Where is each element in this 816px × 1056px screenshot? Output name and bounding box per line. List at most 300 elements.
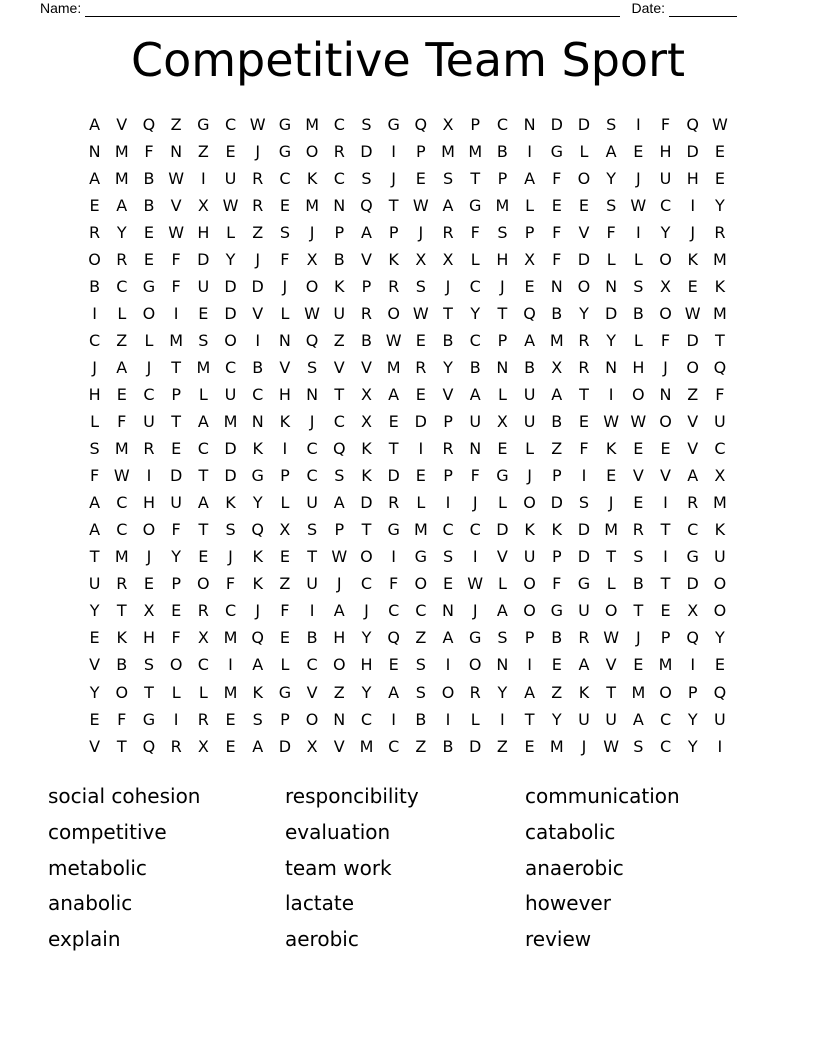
grid-letter: M <box>169 330 184 350</box>
grid-letter: N <box>496 655 509 675</box>
grid-letter: M <box>713 493 727 513</box>
grid-letter: G <box>469 195 482 215</box>
grid-letter: M <box>305 114 319 134</box>
grid-letter: L <box>633 249 643 269</box>
grid-letter: X <box>197 628 209 648</box>
grid-letter: L <box>579 141 589 161</box>
grid-letter: J <box>581 736 587 756</box>
grid-letter: E <box>687 276 698 296</box>
grid-letter: F <box>552 574 562 594</box>
grid-letter: S <box>89 439 100 459</box>
grid-letter: L <box>280 655 290 675</box>
grid-letter: Y <box>687 709 698 729</box>
grid-letter: X <box>306 736 318 756</box>
grid-letter: E <box>714 655 725 675</box>
grid-letter: B <box>632 303 644 323</box>
word-list-item: communication <box>525 784 680 808</box>
grid-letter: U <box>659 168 672 188</box>
grid-letter: W <box>711 114 728 134</box>
grid-letter: R <box>442 222 454 242</box>
grid-letter: I <box>635 114 641 134</box>
grid-letter: I <box>146 466 152 486</box>
grid-letter: M <box>604 520 619 540</box>
grid-letter: P <box>171 384 181 404</box>
word-list-item: anabolic <box>48 891 133 916</box>
grid-letter: O <box>659 682 672 702</box>
grid-letter: I <box>663 547 668 567</box>
grid-letter: J <box>255 601 261 621</box>
grid-letter: D <box>577 547 591 567</box>
grid-letter: I <box>173 709 179 729</box>
grid-letter: G <box>142 709 156 729</box>
grid-letter: K <box>551 520 563 540</box>
grid-letter: F <box>280 249 290 269</box>
grid-letter: T <box>307 547 317 567</box>
grid-letter: U <box>578 709 590 729</box>
grid-letter: I <box>608 384 614 404</box>
grid-letter: C <box>333 412 345 432</box>
grid-letter: O <box>305 709 319 729</box>
grid-letter: K <box>306 168 318 188</box>
grid-letter: U <box>306 493 318 513</box>
grid-letter: E <box>143 222 155 242</box>
word-list-item: lactate <box>285 891 355 916</box>
grid-letter: R <box>143 439 155 459</box>
grid-letter: L <box>606 574 616 594</box>
grid-letter: A <box>252 655 264 675</box>
grid-letter: F <box>660 114 671 134</box>
grid-letter: L <box>280 493 290 513</box>
grid-letter: B <box>360 330 372 350</box>
grid-letter: O <box>686 357 700 377</box>
grid-letter: G <box>142 276 156 296</box>
grid-letter: P <box>361 276 372 296</box>
grid-letter: B <box>551 303 563 323</box>
grid-letter: Z <box>415 628 427 648</box>
word-list-item: team work <box>285 855 392 880</box>
grid-letter: O <box>523 493 536 513</box>
grid-letter: V <box>496 547 508 567</box>
grid-letter: Q <box>360 195 373 215</box>
grid-letter: M <box>223 412 238 432</box>
grid-letter: L <box>90 412 100 432</box>
grid-letter: D <box>224 466 237 486</box>
grid-letter: L <box>470 249 480 269</box>
grid-letter: G <box>387 114 400 134</box>
grid-letter: M <box>305 195 319 215</box>
grid-letter: T <box>116 736 127 756</box>
grid-letter: Y <box>470 303 481 323</box>
grid-letter: U <box>306 574 318 594</box>
grid-letter: H <box>686 168 699 188</box>
grid-letter: V <box>333 736 345 756</box>
grid-letter: C <box>687 520 699 540</box>
grid-letter: B <box>89 276 101 296</box>
grid-letter: M <box>114 547 129 567</box>
grid-letter: N <box>523 114 536 134</box>
grid-letter: L <box>497 574 507 594</box>
grid-letter: S <box>307 520 318 540</box>
grid-letter: W <box>168 222 185 242</box>
grid-letter: B <box>306 628 318 648</box>
grid-letter: C <box>116 520 128 540</box>
grid-letter: J <box>255 141 261 161</box>
grid-letter: T <box>443 303 453 323</box>
grid-letter: N <box>333 195 346 215</box>
word-search-grid <box>81 111 734 760</box>
grid-letter: A <box>89 168 101 188</box>
grid-letter: U <box>578 601 590 621</box>
grid-letter: X <box>143 601 155 621</box>
grid-letter: Z <box>170 114 182 134</box>
grid-letter: E <box>171 439 182 459</box>
grid-letter: F <box>470 222 480 242</box>
grid-letter: K <box>334 276 345 296</box>
grid-letter: D <box>251 276 264 296</box>
grid-letter: D <box>360 141 373 161</box>
grid-letter: S <box>606 114 617 134</box>
grid-letter: P <box>470 114 481 134</box>
grid-letter: M <box>549 330 564 350</box>
grid-letter: B <box>143 168 155 188</box>
grid-letter: A <box>360 222 372 242</box>
grid-letter: N <box>605 357 618 377</box>
grid-letter: A <box>687 466 699 486</box>
grid-letter: S <box>415 276 426 296</box>
grid-letter: W <box>467 574 484 594</box>
grid-letter: E <box>171 601 182 621</box>
grid-letter: T <box>388 439 399 459</box>
grid-letter: A <box>116 357 128 377</box>
grid-letter: C <box>306 655 318 675</box>
grid-letter: N <box>550 276 563 296</box>
grid-letter: R <box>632 520 644 540</box>
grid-letter: C <box>496 114 508 134</box>
grid-letter: R <box>360 303 373 323</box>
grid-letter: E <box>225 736 236 756</box>
grid-letter: D <box>550 114 563 134</box>
grid-letter: Z <box>279 574 291 594</box>
grid-letter: Q <box>142 114 156 134</box>
grid-letter: V <box>605 655 617 675</box>
grid-letter: H <box>360 655 373 675</box>
grid-letter: B <box>469 357 481 377</box>
grid-letter: I <box>391 547 397 567</box>
grid-letter: O <box>169 655 183 675</box>
grid-letter: A <box>442 195 454 215</box>
grid-letter: M <box>223 628 238 648</box>
grid-letter: Y <box>361 682 372 702</box>
grid-letter: J <box>663 357 668 377</box>
grid-letter: Y <box>171 547 182 567</box>
grid-letter: I <box>472 547 478 567</box>
grid-letter: G <box>550 141 563 161</box>
grid-letter: M <box>359 736 374 756</box>
grid-letter: X <box>360 412 372 432</box>
word-list-item: responcibility <box>285 784 419 808</box>
grid-letter: R <box>89 222 101 242</box>
grid-letter: F <box>715 384 725 404</box>
grid-letter: K <box>687 249 698 269</box>
grid-letter: R <box>252 168 264 188</box>
grid-letter: W <box>603 736 620 756</box>
grid-letter: J <box>282 276 288 296</box>
grid-letter: U <box>88 574 101 594</box>
grid-letter: S <box>633 276 644 296</box>
grid-letter: N <box>659 384 672 404</box>
grid-letter: T <box>171 412 182 432</box>
grid-letter: A <box>333 493 345 513</box>
grid-letter: E <box>388 655 399 675</box>
grid-letter: O <box>115 682 129 702</box>
grid-letter: J <box>146 547 152 567</box>
grid-letter: W <box>113 466 130 486</box>
grid-letter: Y <box>606 330 617 350</box>
grid-letter: Y <box>660 222 671 242</box>
grid-letter: A <box>551 384 563 404</box>
grid-letter: O <box>88 249 101 269</box>
grid-letter: O <box>659 249 672 269</box>
grid-letter: C <box>388 601 400 621</box>
grid-letter: B <box>632 574 644 594</box>
grid-letter: L <box>525 439 535 459</box>
grid-letter: F <box>171 249 181 269</box>
grid-letter: W <box>222 195 239 215</box>
grid-letter: D <box>577 249 591 269</box>
grid-letter: E <box>415 330 426 350</box>
grid-letter: C <box>333 168 345 188</box>
grid-letter: J <box>635 168 641 188</box>
grid-letter: F <box>89 466 100 486</box>
grid-letter: I <box>663 493 668 513</box>
word-list-column <box>285 779 525 958</box>
grid-letter: U <box>224 168 237 188</box>
grid-letter: O <box>332 655 346 675</box>
grid-letter: N <box>278 330 291 350</box>
grid-letter: V <box>660 466 671 486</box>
grid-letter: S <box>633 547 644 567</box>
grid-letter: T <box>171 357 182 377</box>
grid-letter: O <box>414 574 428 594</box>
grid-letter: M <box>114 168 129 188</box>
grid-letter: O <box>224 330 237 350</box>
grid-letter: T <box>116 601 127 621</box>
grid-letter: Y <box>715 628 725 648</box>
grid-letter: I <box>445 709 451 729</box>
grid-letter: N <box>306 384 319 404</box>
grid-letter: W <box>684 303 701 323</box>
grid-letter: Q <box>686 114 700 134</box>
grid-letter: E <box>660 601 671 621</box>
grid-letter: Z <box>116 330 128 350</box>
grid-letter: G <box>414 547 428 567</box>
grid-letter: E <box>143 574 155 594</box>
grid-letter: C <box>252 384 264 404</box>
grid-letter: Y <box>687 736 698 756</box>
grid-letter: H <box>333 628 346 648</box>
grid-letter: O <box>659 303 672 323</box>
grid-letter: C <box>442 520 454 540</box>
grid-letter: E <box>497 439 508 459</box>
grid-letter: V <box>360 249 372 269</box>
grid-letter: R <box>388 493 400 513</box>
grid-letter: P <box>171 574 181 594</box>
grid-letter: U <box>197 276 210 296</box>
grid-letter: M <box>223 682 238 702</box>
grid-letter: Q <box>713 682 727 702</box>
grid-letter: A <box>333 601 345 621</box>
grid-letter: C <box>469 520 481 540</box>
grid-letter: S <box>442 547 454 567</box>
grid-letter: B <box>116 655 128 675</box>
grid-letter: M <box>713 249 727 269</box>
grid-letter: P <box>660 628 671 648</box>
grid-letter: O <box>197 574 210 594</box>
grid-letter: U <box>143 412 155 432</box>
grid-letter: I <box>500 709 505 729</box>
grid-letter: I <box>391 141 397 161</box>
grid-letter: C <box>415 601 427 621</box>
grid-letter: S <box>225 520 236 540</box>
grid-letter: Z <box>551 682 563 702</box>
grid-letter: F <box>660 330 671 350</box>
grid-letter: F <box>389 574 399 594</box>
grid-letter: R <box>469 682 481 702</box>
grid-letter: I <box>581 466 587 486</box>
grid-letter: J <box>608 493 614 513</box>
grid-letter: P <box>334 520 345 540</box>
grid-letter: I <box>690 195 696 215</box>
grid-letter: E <box>415 168 426 188</box>
grid-letter: O <box>604 601 618 621</box>
grid-letter: L <box>226 222 235 242</box>
grid-letter: A <box>89 114 101 134</box>
grid-letter: A <box>89 493 101 513</box>
grid-letter: B <box>143 195 155 215</box>
grid-letter: Y <box>715 195 725 215</box>
grid-letter: E <box>551 655 562 675</box>
grid-letter: E <box>415 384 426 404</box>
grid-letter: W <box>630 195 647 215</box>
grid-letter: D <box>278 736 292 756</box>
name-label: Name: <box>40 0 82 16</box>
grid-letter: H <box>142 628 155 648</box>
grid-letter: A <box>89 520 101 540</box>
grid-letter: L <box>470 709 480 729</box>
grid-letter: X <box>197 736 209 756</box>
grid-letter: V <box>89 736 101 756</box>
grid-letter: R <box>333 141 345 161</box>
grid-letter: I <box>445 493 451 513</box>
word-list-item: metabolic <box>48 855 147 880</box>
grid-letter: P <box>334 222 345 242</box>
grid-letter: V <box>89 655 101 675</box>
grid-letter: W <box>630 412 647 432</box>
grid-letter: H <box>278 384 291 404</box>
grid-letter: C <box>143 384 155 404</box>
grid-letter: I <box>228 655 233 675</box>
grid-letter: J <box>309 222 315 242</box>
grid-letter: Q <box>142 736 156 756</box>
grid-letter: D <box>686 141 699 161</box>
word-list-item: catabolic <box>525 819 616 844</box>
grid-letter: C <box>659 709 672 729</box>
grid-letter: F <box>552 249 562 269</box>
grid-letter: E <box>524 276 535 296</box>
grid-letter: J <box>391 168 397 188</box>
word-list-column <box>525 779 768 958</box>
grid-letter: D <box>550 493 563 513</box>
grid-letter: L <box>117 303 127 323</box>
grid-letter: E <box>143 249 155 269</box>
grid-letter: I <box>309 601 315 621</box>
grid-letter: A <box>442 628 454 648</box>
grid-letter: E <box>388 412 399 432</box>
grid-letter: P <box>524 222 535 242</box>
grid-letter: M <box>468 141 483 161</box>
worksheet-header <box>40 0 737 17</box>
grid-letter: Q <box>251 520 265 540</box>
grid-letter: C <box>224 114 237 134</box>
grid-letter: J <box>690 222 696 242</box>
grid-letter: B <box>496 141 508 161</box>
grid-letter: G <box>686 547 699 567</box>
grid-letter: K <box>578 682 590 702</box>
grid-letter: Y <box>606 168 617 188</box>
grid-letter: I <box>635 222 641 242</box>
grid-letter: V <box>687 439 699 459</box>
grid-letter: U <box>523 384 536 404</box>
grid-letter: J <box>364 601 369 621</box>
grid-letter: K <box>361 466 372 486</box>
grid-letter: R <box>388 276 400 296</box>
grid-letter: J <box>146 357 152 377</box>
grid-letter: K <box>524 520 535 540</box>
grid-letter: S <box>633 736 644 756</box>
grid-letter: O <box>713 574 727 594</box>
grid-letter: H <box>496 249 509 269</box>
grid-letter: C <box>89 330 101 350</box>
grid-letter: T <box>334 384 345 404</box>
grid-letter: V <box>116 114 128 134</box>
grid-letter: Q <box>414 114 428 134</box>
word-list-item: review <box>525 927 592 952</box>
grid-letter: W <box>331 547 348 567</box>
grid-letter: J <box>635 628 641 648</box>
grid-letter: U <box>523 547 536 567</box>
grid-letter: E <box>225 709 236 729</box>
grid-letter: E <box>279 628 290 648</box>
grid-letter: Y <box>225 249 236 269</box>
grid-letter: U <box>714 547 726 567</box>
grid-letter: Z <box>551 439 563 459</box>
grid-letter: D <box>496 520 509 540</box>
grid-letter: I <box>173 303 179 323</box>
word-list-item: explain <box>48 927 121 952</box>
grid-letter: J <box>255 249 261 269</box>
grid-letter: F <box>552 168 562 188</box>
grid-letter: S <box>497 628 508 648</box>
grid-letter: H <box>632 357 645 377</box>
grid-letter: E <box>578 412 590 432</box>
grid-letter: C <box>197 655 209 675</box>
grid-letter: X <box>442 249 454 269</box>
word-list-item: however <box>525 891 611 916</box>
grid-letter: R <box>687 493 699 513</box>
grid-letter: R <box>442 439 454 459</box>
grid-letter: P <box>443 412 453 432</box>
grid-letter: L <box>171 682 181 702</box>
